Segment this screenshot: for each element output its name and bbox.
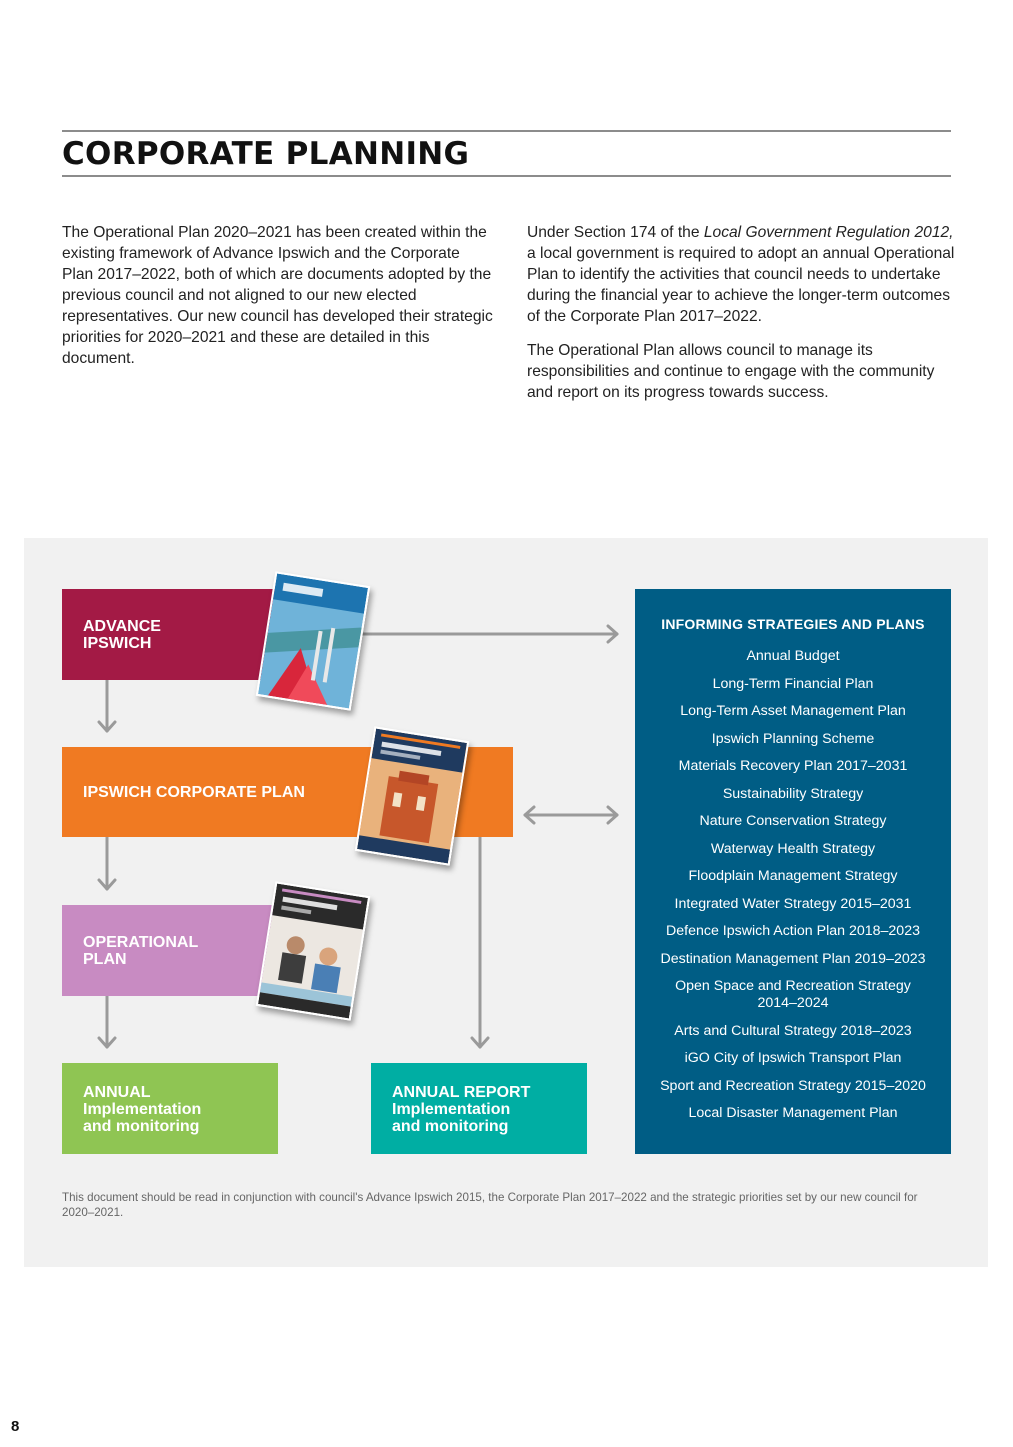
- list-item: Waterway Health Strategy: [710, 840, 876, 857]
- operational-plan-line1: OPERATIONAL: [83, 934, 199, 951]
- list-item: Long-Term Asset Management Plan: [680, 703, 906, 719]
- corporate-plan-label: IPSWICH CORPORATE PLAN: [83, 784, 305, 801]
- annual-box: [62, 1063, 278, 1154]
- list-item: Sustainability Strategy: [722, 785, 864, 802]
- informing-strategies-title: INFORMING STRATEGIES AND PLANS: [661, 616, 925, 632]
- list-item: Materials Recovery Plan 2017–2031: [678, 758, 908, 774]
- informing-strategies-box: [635, 589, 951, 1154]
- annual-sub1: Implementation: [83, 1101, 202, 1118]
- page-title: CORPORATE PLANNING: [62, 136, 470, 172]
- list-item: Local Disaster Management Plan: [688, 1105, 898, 1121]
- advance-ipswich-cover-image: [256, 571, 371, 710]
- list-item: Defence Ipswich Action Plan 2018–2023: [666, 923, 920, 939]
- advance-ipswich-box: [62, 589, 292, 680]
- list-item: Integrated Water Strategy 2015–2031: [674, 895, 912, 912]
- annual-report-sub1: Implementation: [392, 1101, 511, 1118]
- list-item: Annual Budget: [746, 648, 840, 664]
- arrow-advance-to-corporate: [99, 680, 115, 731]
- operational-plan-box: [62, 905, 287, 996]
- list-item: Destination Management Plan 2019–2023: [660, 950, 926, 967]
- intro-right-text-pre: Under Section 174 of the: [527, 224, 704, 241]
- list-item: Arts and Cultural Strategy 2018–2023: [674, 1022, 912, 1039]
- arrow-advance-to-informing: [355, 626, 617, 642]
- intro-right-text-post: a local government is required to adopt an annual Operational Plan to identify the activities that council needs to undertake during the financial year to achieve the longer-term outcomes of the Corporate Plan 2017–2022.: [527, 245, 955, 325]
- intro-left-paragraph: The Operational Plan 2020–2021 has been created within the existing framework of Advance Ipswich and the Corporate Plan 2017–2022, both of which are documents adopted by the previous council and not aligned to our new elected representatives. Our new council has developed their strategic priorities for 2020–2021 and these are detailed in this document.: [62, 224, 493, 367]
- advance-ipswich-line1: ADVANCE: [83, 618, 161, 635]
- informing-strategies-list: [635, 648, 951, 1122]
- list-item: Sport and Recreation Strategy 2015–2020: [660, 1077, 926, 1094]
- annual-title: ANNUAL: [83, 1084, 151, 1101]
- list-item: Nature Conservation Strategy: [699, 813, 887, 829]
- annual-report-sub2: and monitoring: [392, 1118, 509, 1135]
- corporate-plan-cover-image: [355, 726, 470, 865]
- arrow-operational-to-annual: [99, 996, 115, 1047]
- advance-ipswich-line2: IPSWICH: [83, 635, 152, 652]
- intro-right-paragraph-2: The Operational Plan allows council to manage its responsibilities and continue to engage with the community and report on its progress towards success.: [527, 342, 935, 401]
- operational-plan-line2: PLAN: [83, 951, 127, 968]
- annual-report-box: [371, 1063, 587, 1154]
- list-item: Ipswich Planning Scheme: [711, 730, 875, 747]
- arrow-corporate-informing-bidirectional: [525, 807, 617, 823]
- arrow-corporate-to-operational: [99, 837, 115, 889]
- page-number: 8: [11, 1418, 20, 1435]
- list-item: Floodplain Management Strategy: [688, 868, 898, 884]
- arrow-corporate-to-report: [472, 837, 488, 1047]
- operational-plan-cover-image: [256, 881, 371, 1020]
- annual-report-title: ANNUAL REPORT: [392, 1084, 531, 1101]
- list-item: Open Space and Recreation Strategy 2014–2024: [675, 978, 911, 1011]
- diagram-footnote: This document should be read in conjunction with council's Advance Ipswich 2015, the Corporate Plan 2017–2022 and the strategic priorities set by our new council for 2020–2021.: [62, 1191, 918, 1219]
- list-item: iGO City of Ipswich Transport Plan: [684, 1050, 902, 1066]
- list-item: Long-Term Financial Plan: [712, 675, 874, 692]
- annual-sub2: and monitoring: [83, 1118, 200, 1135]
- regulation-citation: Local Government Regulation 2012,: [703, 224, 954, 241]
